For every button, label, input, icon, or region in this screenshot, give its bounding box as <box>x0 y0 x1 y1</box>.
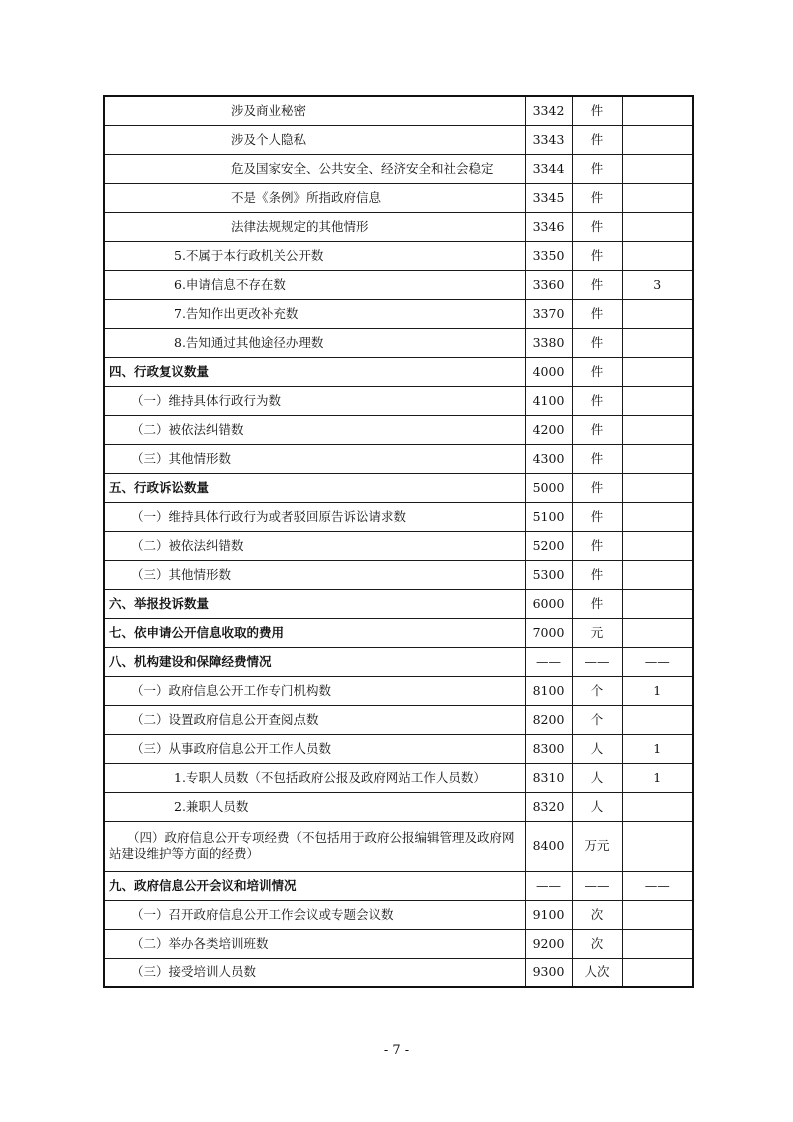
table-row <box>104 357 693 386</box>
item-label: 1.专职人员数（不包括政府公报及政府网站工作人员数） <box>174 769 486 785</box>
value-cell <box>622 357 693 386</box>
item-label: （一）召开政府信息公开工作会议或专题会议数 <box>131 906 394 922</box>
value-cell <box>622 328 693 357</box>
value-cell <box>622 415 693 444</box>
item-label: （四）政府信息公开专项经费（不包括用于政府公报编辑管理及政府网站建设维护等方面的经费） <box>109 830 515 861</box>
value-cell <box>622 560 693 589</box>
table-row <box>104 618 693 647</box>
value-cell <box>622 183 693 212</box>
item-cell <box>104 958 525 987</box>
code-cell: 8310 <box>525 763 572 792</box>
item-label: （三）从事政府信息公开工作人员数 <box>131 740 332 756</box>
unit-cell: 件 <box>572 386 622 415</box>
value-cell: —— <box>622 871 693 900</box>
item-cell <box>104 183 525 212</box>
value-cell <box>622 241 693 270</box>
table-row <box>104 415 693 444</box>
code-cell: 9300 <box>525 958 572 987</box>
unit-cell: 件 <box>572 415 622 444</box>
item-label: 涉及商业秘密 <box>231 102 307 118</box>
code-cell: 4300 <box>525 444 572 473</box>
value-cell: —— <box>622 647 693 676</box>
table-row <box>104 299 693 328</box>
item-cell <box>104 929 525 958</box>
value-cell <box>622 618 693 647</box>
value-cell <box>622 444 693 473</box>
table-row <box>104 96 693 125</box>
unit-cell: 件 <box>572 531 622 560</box>
table-row <box>104 473 693 502</box>
code-cell: 5000 <box>525 473 572 502</box>
unit-cell: 元 <box>572 618 622 647</box>
value-cell <box>622 154 693 183</box>
item-cell <box>104 647 525 676</box>
table-row <box>104 763 693 792</box>
item-label: 六、举报投诉数量 <box>109 595 210 611</box>
item-cell <box>104 589 525 618</box>
unit-cell: 件 <box>572 328 622 357</box>
item-cell <box>104 618 525 647</box>
item-label: 不是《条例》所指政府信息 <box>231 189 382 205</box>
value-cell <box>622 958 693 987</box>
unit-cell: 件 <box>572 270 622 299</box>
unit-cell: 件 <box>572 473 622 502</box>
code-cell: 7000 <box>525 618 572 647</box>
code-cell: 3370 <box>525 299 572 328</box>
table-row <box>104 589 693 618</box>
item-cell <box>104 444 525 473</box>
code-cell: 5100 <box>525 502 572 531</box>
item-label: 6.申请信息不存在数 <box>174 276 286 292</box>
item-label: （一）维持具体行政行为数 <box>131 392 282 408</box>
table-row <box>104 328 693 357</box>
unit-cell: 件 <box>572 241 622 270</box>
code-cell: 3360 <box>525 270 572 299</box>
item-label: （二）举办各类培训班数 <box>131 935 269 951</box>
value-cell: 1 <box>622 734 693 763</box>
code-cell: 3346 <box>525 212 572 241</box>
item-label: 八、机构建设和保障经费情况 <box>109 653 272 669</box>
code-cell: 3345 <box>525 183 572 212</box>
unit-cell: 次 <box>572 900 622 929</box>
item-label: （二）被依法纠错数 <box>131 421 244 437</box>
item-cell <box>104 270 525 299</box>
value-cell <box>622 589 693 618</box>
table-row <box>104 647 693 676</box>
item-cell <box>104 792 525 821</box>
unit-cell: 个 <box>572 676 622 705</box>
item-label: 法律法规规定的其他情形 <box>231 218 369 234</box>
code-cell: 8200 <box>525 705 572 734</box>
item-label: 5.不属于本行政机关公开数 <box>174 247 324 263</box>
item-label: （三）接受培训人员数 <box>131 964 257 980</box>
unit-cell: 件 <box>572 154 622 183</box>
item-cell <box>104 415 525 444</box>
table-row <box>104 900 693 929</box>
table-row <box>104 958 693 987</box>
statistics-table-body <box>104 96 693 987</box>
table-row <box>104 821 693 871</box>
value-cell <box>622 531 693 560</box>
value-cell <box>622 900 693 929</box>
item-label: （一）维持具体行政行为或者驳回原告诉讼请求数 <box>131 508 407 524</box>
value-cell <box>622 473 693 502</box>
code-cell: —— <box>525 871 572 900</box>
code-cell: 3344 <box>525 154 572 183</box>
value-cell <box>622 386 693 415</box>
item-label: （二）设置政府信息公开查阅点数 <box>131 711 319 727</box>
unit-cell: 件 <box>572 589 622 618</box>
code-cell: 8300 <box>525 734 572 763</box>
code-cell: 3343 <box>525 125 572 154</box>
item-cell <box>104 241 525 270</box>
value-cell <box>622 821 693 871</box>
unit-cell: 件 <box>572 357 622 386</box>
item-cell <box>104 212 525 241</box>
table-row <box>104 734 693 763</box>
item-label: 涉及个人隐私 <box>231 131 307 147</box>
item-label: 七、依申请公开信息收取的费用 <box>109 624 285 640</box>
item-cell <box>104 900 525 929</box>
table-row <box>104 212 693 241</box>
code-cell: 8100 <box>525 676 572 705</box>
item-cell <box>104 473 525 502</box>
table-row <box>104 871 693 900</box>
unit-cell: 个 <box>572 705 622 734</box>
code-cell: 4200 <box>525 415 572 444</box>
value-cell <box>622 96 693 125</box>
unit-cell: 件 <box>572 183 622 212</box>
unit-cell: 件 <box>572 212 622 241</box>
value-cell <box>622 212 693 241</box>
item-cell <box>104 386 525 415</box>
table-row <box>104 270 693 299</box>
item-cell <box>104 560 525 589</box>
table-row <box>104 676 693 705</box>
code-cell: 8320 <box>525 792 572 821</box>
unit-cell: 次 <box>572 929 622 958</box>
table-row <box>104 125 693 154</box>
item-cell <box>104 676 525 705</box>
code-cell: —— <box>525 647 572 676</box>
item-label: 五、行政诉讼数量 <box>109 479 210 495</box>
value-cell: 1 <box>622 676 693 705</box>
item-label: 2.兼职人员数 <box>174 798 249 814</box>
table-row <box>104 183 693 212</box>
unit-cell: 万元 <box>572 821 622 871</box>
item-label: 九、政府信息公开会议和培训情况 <box>109 877 297 893</box>
unit-cell: 件 <box>572 502 622 531</box>
code-cell: 4000 <box>525 357 572 386</box>
code-cell: 3342 <box>525 96 572 125</box>
value-cell <box>622 502 693 531</box>
code-cell: 3380 <box>525 328 572 357</box>
unit-cell: 人 <box>572 763 622 792</box>
value-cell: 1 <box>622 763 693 792</box>
unit-cell: 件 <box>572 560 622 589</box>
table-row <box>104 502 693 531</box>
table-row <box>104 444 693 473</box>
item-cell <box>104 502 525 531</box>
item-cell <box>104 299 525 328</box>
code-cell: 4100 <box>525 386 572 415</box>
unit-cell: 人次 <box>572 958 622 987</box>
value-cell <box>622 792 693 821</box>
table-row <box>104 154 693 183</box>
table-row <box>104 241 693 270</box>
item-cell <box>104 531 525 560</box>
item-cell <box>104 705 525 734</box>
item-label: （一）政府信息公开工作专门机构数 <box>131 682 332 698</box>
item-cell <box>104 125 525 154</box>
value-cell <box>622 705 693 734</box>
page-number: - 7 - <box>383 1043 410 1058</box>
item-cell <box>104 871 525 900</box>
unit-cell: —— <box>572 647 622 676</box>
unit-cell: 件 <box>572 444 622 473</box>
code-cell: 5300 <box>525 560 572 589</box>
item-label: 危及国家安全、公共安全、经济安全和社会稳定 <box>231 160 494 176</box>
item-cell <box>104 734 525 763</box>
table-row <box>104 792 693 821</box>
item-label: （三）其他情形数 <box>131 450 232 466</box>
value-cell <box>622 125 693 154</box>
item-label: （三）其他情形数 <box>131 566 232 582</box>
unit-cell: 人 <box>572 792 622 821</box>
code-cell: 5200 <box>525 531 572 560</box>
table-row <box>104 386 693 415</box>
item-label: （二）被依法纠错数 <box>131 537 244 553</box>
code-cell: 9200 <box>525 929 572 958</box>
item-label: 8.告知通过其他途径办理数 <box>174 334 324 350</box>
code-cell: 6000 <box>525 589 572 618</box>
value-cell <box>622 299 693 328</box>
item-label: 四、行政复议数量 <box>109 363 210 379</box>
table-row <box>104 531 693 560</box>
unit-cell: 件 <box>572 96 622 125</box>
unit-cell: 件 <box>572 125 622 154</box>
value-cell: 3 <box>622 270 693 299</box>
item-label: 7.告知作出更改补充数 <box>174 305 299 321</box>
statistics-table <box>103 95 694 988</box>
item-cell <box>104 821 525 871</box>
table-row <box>104 705 693 734</box>
code-cell: 3350 <box>525 241 572 270</box>
code-cell: 9100 <box>525 900 572 929</box>
item-cell <box>104 96 525 125</box>
code-cell: 8400 <box>525 821 572 871</box>
value-cell <box>622 929 693 958</box>
table-row <box>104 929 693 958</box>
unit-cell: 件 <box>572 299 622 328</box>
item-cell <box>104 357 525 386</box>
unit-cell: —— <box>572 871 622 900</box>
item-cell <box>104 154 525 183</box>
unit-cell: 人 <box>572 734 622 763</box>
item-cell <box>104 328 525 357</box>
table-row <box>104 560 693 589</box>
item-cell <box>104 763 525 792</box>
